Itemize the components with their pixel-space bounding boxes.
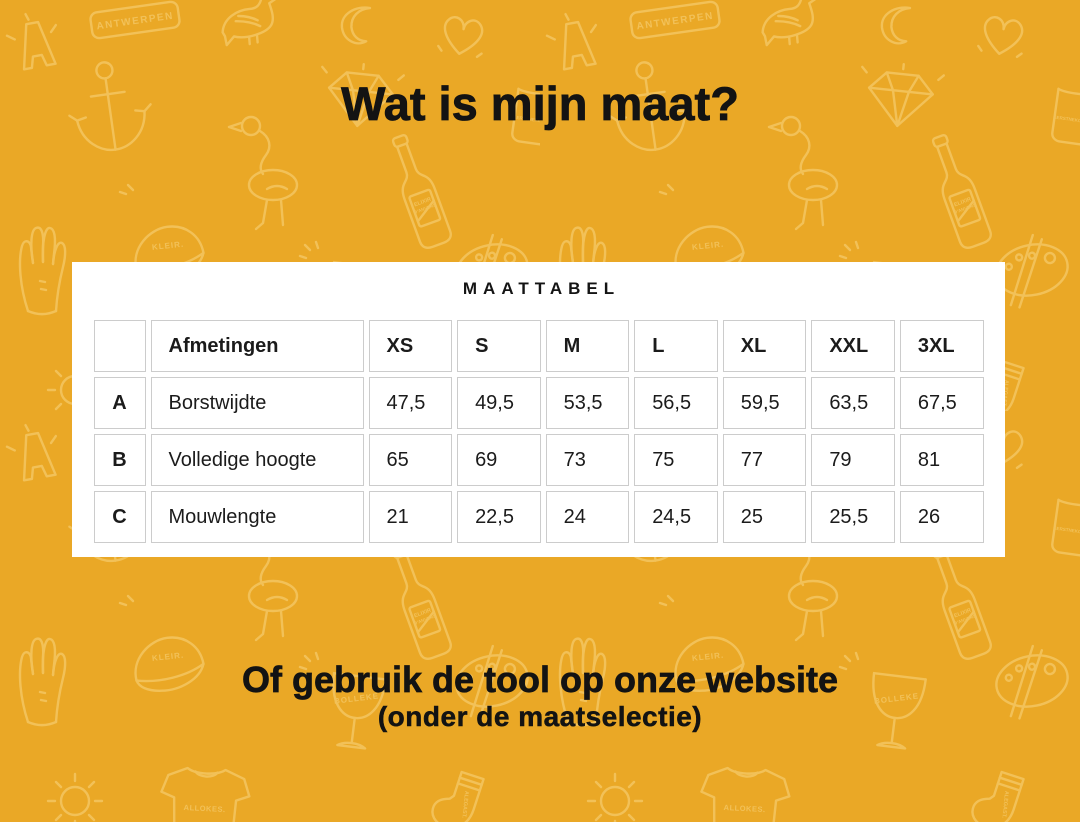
row-letter: A <box>94 377 146 429</box>
value-cell: 59,5 <box>723 377 807 429</box>
column-header-l: L <box>634 320 718 372</box>
value-cell: 49,5 <box>457 377 541 429</box>
size-chart-heading: MAATTABEL <box>462 279 621 298</box>
value-cell: 56,5 <box>634 377 718 429</box>
page-title: Wat is mijn maat? <box>341 77 739 130</box>
value-cell: 69 <box>457 434 541 486</box>
value-cell: 75 <box>634 434 718 486</box>
row-letter: B <box>94 434 146 486</box>
value-cell: 67,5 <box>900 377 984 429</box>
value-cell: 65 <box>369 434 453 486</box>
column-header-xl: XL <box>723 320 807 372</box>
value-cell: 26 <box>900 491 984 543</box>
value-cell: 22,5 <box>457 491 541 543</box>
table-row-volledige-hoogte <box>94 434 984 486</box>
value-cell: 21 <box>369 491 453 543</box>
column-header-m: M <box>546 320 630 372</box>
footer-line2: (onder de maatselectie) <box>377 701 703 732</box>
table-row-mouwlengte <box>94 491 984 543</box>
value-cell: 79 <box>811 434 895 486</box>
value-cell: 73 <box>546 434 630 486</box>
value-cell: 24,5 <box>634 491 718 543</box>
size-chart-card <box>72 262 1005 557</box>
value-cell: 53,5 <box>546 377 630 429</box>
row-label: Borstwijdte <box>151 377 364 429</box>
row-label: Volledige hoogte <box>151 434 364 486</box>
row-letter: C <box>94 491 146 543</box>
value-cell: 25,5 <box>811 491 895 543</box>
value-cell: 77 <box>723 434 807 486</box>
column-header-3xl: 3XL <box>900 320 984 372</box>
value-cell: 25 <box>723 491 807 543</box>
column-header-xxl: XXL <box>811 320 895 372</box>
column-header-s: S <box>457 320 541 372</box>
table-header-row <box>94 320 984 372</box>
row-label: Mouwlengte <box>151 491 364 543</box>
value-cell: 63,5 <box>811 377 895 429</box>
column-header-xs: XS <box>369 320 453 372</box>
corner-cell <box>94 320 146 372</box>
value-cell: 24 <box>546 491 630 543</box>
column-header-afmetingen: Afmetingen <box>151 320 364 372</box>
value-cell: 47,5 <box>369 377 453 429</box>
size-table <box>89 315 989 548</box>
table-row-borstwijdte <box>94 377 984 429</box>
footer-line1: Of gebruik de tool op onze website <box>241 659 839 700</box>
value-cell: 81 <box>900 434 984 486</box>
